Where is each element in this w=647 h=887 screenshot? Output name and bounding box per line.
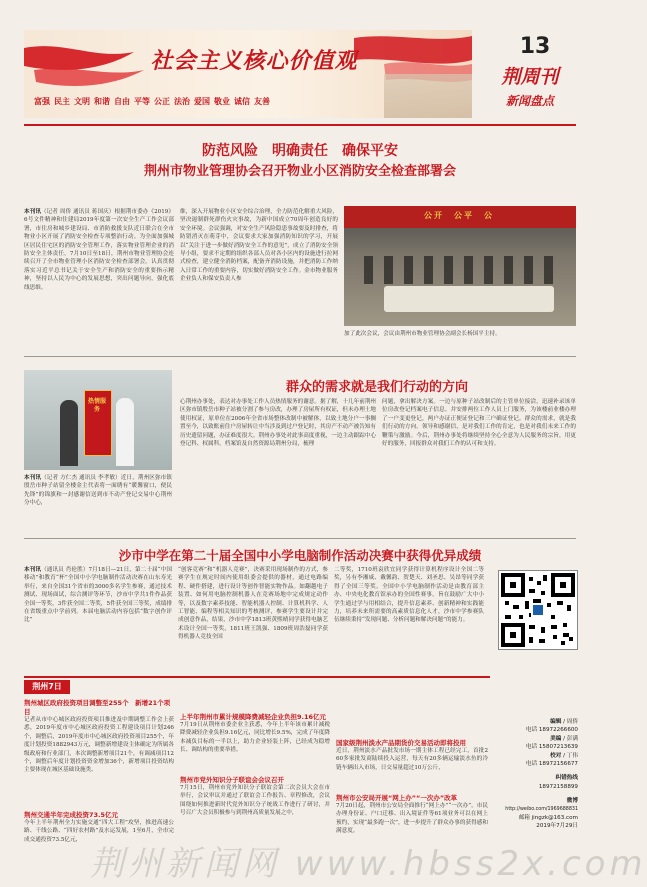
article2-col2: 心荆州办事处，表达对办事处工作人员热情服务的谢意。据了解，十几年前荆州区弥市镇殷岳市种子站被分割了参与房改，办理了房屋所有权证，但未办理土地使用权证，原单位在2006年全省市场整体改制中被解体，以致土地分户一事搁置至今，以致账前住户房屋转让中当涉及到过户登记时，其房产不动产被告知有历史遗留问题，办证难度很大。荆州办事处对此事高度重视，一边主动跟踪中心登记科、权属科，档案馆及自然资源局荆州分局，梳理 [180,399,376,448]
page-number: 13 [519,34,551,59]
credit-proof: 校对 / 丁伟 [550,752,578,759]
credit-hotline-label: 纠错热线 [555,775,578,782]
issue-date: 2019年7月29日 [536,823,578,830]
value-word: 文明 [74,97,90,106]
article2-headline: 群众的需求就是我们行动的方向 [285,380,468,395]
credit-designer-phone: 电话 15807213639 [525,744,578,751]
meeting-banner-text: 公开 公平 公 [424,211,494,220]
article3-col1-text: （通讯员 肖伦胜）7月18日—21日，第二十届“中国移动”和教育“杯”全国中小学电脑制作活动决赛在山东寿光举行，来自全国31个省市的3000多名学生参赛，通过技术测试、现场面试，综合测评等环节，沙市中学共1件作品获全国一等奖，3件获全国二等奖，5件获全国三等奖，成绩排在省级重点中学前列。本届电脑活动内容包括“数字创作评比” [24,567,172,624]
credit-editor-phone: 电话 18972266600 [525,727,578,734]
article2-divider [24,538,576,539]
digest-item-body: 今年上半年荆州全力实施交通“四大工程”攻坚，推进高速公路、干线公路、“四好农村路”及水运发展，1至6月，全市完成交通投资73.5亿元， [24,820,174,843]
credit-editor: 编辑 / 周侨 [550,719,578,725]
digest-item-body: 近日，荆州淡水产品批发市场一期主体工程已经完工，首批260多家批发商陆续投入运营，每天有20多辆运输淡水鱼的冷链车辆出入市场，日交易量超过10万公斤， [336,748,488,771]
credit-designer: 美编 / 彭满 [550,735,578,742]
article2-col1-text: （记者 方仁杰 通讯员 李孝敏）近日，荆州区弥市镇殷岳市种子站留全楼金主代表将一面绣有“暖馨窗口，便民先锋”的锦旗和一封感谢信送到市不动产登记交易中心荆州分中心， [24,475,172,507]
article3-headline: 沙市中学在第二十届全国中小学电脑制作活动决赛中获得优异成绩 [118,548,482,563]
value-word: 诚信 [234,97,250,106]
digest-item-body: 7月20日起，荆州市公安局全面推行“网上办”“一次办”，市民办理身份证、户口迁移、出入境证件等61项业务可以在网上预约，实现“最多跑一次”，进一步提升了群众办事的获得感和满意度。 [336,803,488,835]
qr-code-icon [499,571,577,649]
article2-col3: 问题，拿出解决方案。一边与原种子站改制后的主管单位接洽，迅速补录该单位房改登记档案电子信息。并安排两位工作人员上门服务，为该楼前业楼办理了一户变更登记，两户办证正便证登记和三户确证登记。群众的需求，就是我们行动的方向。领导和感谢信，是对我们工作的肯定，也是对我们未来工作的鞭策与激励。今后，荆州办事处将继续坚持全心全意为人民服务的宗旨，用更好的服务，回报群众对我们工作的认可和支持。 [382,399,576,448]
page-header [24,30,576,120]
banner-handover-photo [24,370,172,470]
paper-name: 荆周刊 [501,66,559,88]
article3-col3: 二等奖，1710班袁欣宜同学获得计算机程序设计全国二等奖，另有李湘咸、戴馨韵、贺楚天、刘圣思、吴昂等同学获得了全国三等奖。全国中小学电脑制作活动是由教育部主办、中央电化教育馆承办的全国性赛事，旨在鼓励广大中小学生通过学与用相结合，提升信息素养、创新精神和实践能力，培养未来所需要的高素质信息化人才，沙市中学参赛队伍继续秉持“发现问题、分析问题和解决问题”的能力。 [334,567,484,624]
meeting-photo [344,206,576,326]
digest-item [180,712,330,771]
meeting-photo-caption: 加了此次会议，会议由荆州市物业管理协会副会长杨国平主持。 [344,331,501,337]
article3-byline: 本刊讯 [24,567,42,573]
digest-badge: 荆州7日 [24,680,70,694]
building-illustration [384,74,472,118]
digest-item-title: 荆州城区政府投资项目调整至255个 新增21个项目 [24,699,171,716]
credit-email: 邮箱 jingzk@163.com [518,815,578,822]
digest-item-title: 上半年荆州市累计规模降费减轻企业负担9.16亿元 [180,713,327,721]
banner-title: 社会主义核心价值观 [150,49,358,74]
person-right [116,398,134,466]
value-word: 法治 [174,97,190,106]
digest-item-body: 7月15日，荆州市党外知识分子联谊会第二次会员大会在市举行，会议审议并通过了联谊会工作报告、章程修改，会议围绕如何推进新时代党外知识分子统战工作进行了研讨，并号召广大会员积极参与到荆州高质量发展之中， [180,785,330,817]
value-word: 自由 [114,97,130,106]
article1-headline-line1: 防范风险 明确责任 确保平安 [202,143,398,159]
digest-item-body: 记者从市中心城区政府投资项目推进及中期调整工作会上获悉，2019年度市中心城区政府投资工程建设项目计划246个，调整后，2019年度市中心城区政府投资项目255个，年度计划投资1882943万元，调整新增建设主体确定为所属各级政府和行业部门，本次调整新增项目21个，有调减项目12个，调整后年度计划投资资金增加36个，新增项目投资结构主要体现在城区基础设施类、 [24,717,174,774]
article1-col1-text: （记者 周侨 通讯员 蒋国庆）根据荆市委办《2019》6号文件精神和住建局2019年度第一次安全生产工作会议部署，市住房和城乡建设局、市消防救援支队近日联合在全市物业小区开展了消防安全检查专项整治行动。为全面加强城区居民住宅区的消防安全管理工作，落实物业管理企业的消防安全主体责任，7月10日至18日，荆州市物业管理协会连续召开了全市物业管理小区消防安全检查部署会。认真贯彻落实习近平总书记关于安全生产和消防安全的重要指示精神，坚持以人民为中心的发展思想，突出问题导向，强化底线思维。 [24,209,174,291]
credit-weibo-label: 微博 [566,798,578,805]
article1-col1 [24,208,174,348]
article2-col1 [24,474,172,532]
digest-item [336,738,488,789]
value-word: 民主 [54,97,70,106]
digest-item-title: 荆州交通半年完成投资73.5亿元 [24,811,119,819]
value-word: 公正 [154,97,170,106]
qr-code [498,570,578,650]
section-name: 新闻盘点 [505,94,554,108]
article1-headline-line2: 荆州市物业管理协会召开物业小区消防安全检查部署会 [143,164,456,179]
watermark: 荆州新闻网 www.hbss2x.com [90,844,647,884]
person-left [60,400,78,466]
digest-divider [24,676,490,678]
article2-byline: 本刊讯 [24,475,42,481]
digest-item-title: 荆州市公安局开展“网上办”“一次办”改革 [336,794,458,802]
credit-weibo: http://weibo.com/1969688831 [505,806,578,812]
article3-col1 [24,566,172,666]
meeting-table [384,286,554,312]
core-values-row [34,96,364,110]
digest-item-body: 7月19日从荆州市委企业主获悉，今年上半年该市累计减税降费减轻企业负担9.16亿元，同比增长9.5%，完成了年度降本减负目标的一半以上，助力企业轻装上阵，已经成为稳增长、调结构的重要举措。 [180,722,330,754]
digest-item-title: 国家级荆州淡水产品期货价交易活动即将投用 [336,739,466,747]
value-word: 平等 [134,97,150,106]
attendees-row [364,256,564,284]
digest-item-title: 荆州市党外知识分子联谊会会议召开 [180,776,284,784]
header-divider [24,124,576,126]
article3-col2: “创客竞赛”和“机器人竞赛”，决赛采用现场制作的方式，参赛学生在规定时间内使用组委会提供的器材，通过电路编程、硬件搭建，进行设计等创作智能实物作品。如翻越电子装置、如何用电脑控制机器人在竞赛场地中完成规定动作等，以及数字素养技能、智能机器人控制、计算机科学、人工智能、编程等相关知识的考核测评，参赛学生要设计并完成创意作品，结果，沙市中学1813班黄熙晴同学获得电脑艺术设计全国一等奖，1811班王凯强、1809班周浩磊同学获得机器人竞技全国 [178,567,328,641]
silk-banner-text: 热情服务 [87,398,106,413]
article1-byline: 本刊讯 [24,209,41,215]
article1-col2: 维，深入开展物业小区安全综合治理，全力防范化解重大风险，坚决遏制群死群伤火灾事故，为新中国成立70周年创造良好的安全环境。会议强调，对安全生产风险隐患事故要及时排查，将防错消灭在萌芽中，会议要求大家加强消防知识的学习，开展以“关注于进一步做好消防安全工作的意见”，成立了消防安全领导小组，要求不定期的组织各部人员对各小区内的设施进行拉网式检查，建立健全消防档案，配备齐消防设施，并把消防工作纳入日常工作的重要内容，切实做好消防安全工作。金市物业服务企业负人和保安负责人参 [180,209,338,283]
credit-proof-phone: 电话 18972156677 [525,761,578,768]
value-word: 富强 [34,97,50,106]
value-word: 友善 [254,97,270,106]
credit-hotline: 18972158899 [538,783,578,790]
value-word: 和谐 [94,97,110,106]
article1-divider [24,356,576,357]
value-word: 爱国 [194,97,210,106]
value-word: 敬业 [214,97,230,106]
digest-item [24,698,174,806]
header-banner [24,30,472,118]
